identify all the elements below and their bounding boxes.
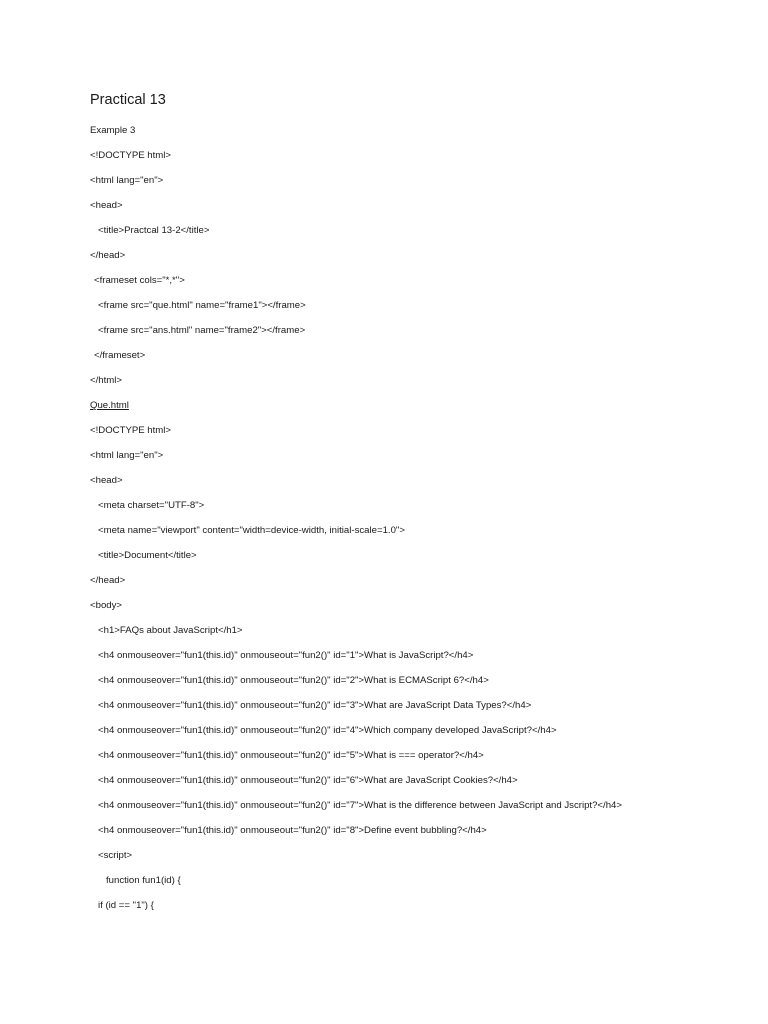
document-line: function fun1(id) { xyxy=(106,875,181,886)
document-line: Example 3 xyxy=(90,125,136,136)
document-subheading: Que.html xyxy=(90,400,129,411)
document-line: <!DOCTYPE html> xyxy=(90,150,172,161)
document-line: <h4 onmouseover="fun1(this.id)" onmouseout="fun2()" id="3">What are JavaScript Data Types?</h4> xyxy=(98,700,532,711)
document-line: <body> xyxy=(90,600,123,611)
document-line: <!DOCTYPE html> xyxy=(90,425,172,436)
document-line: <h4 onmouseover="fun1(this.id)" onmouseout="fun2()" id="2">What is ECMAScript 6?</h4> xyxy=(98,675,489,686)
document-line: <script> xyxy=(98,850,133,861)
document-line: </html> xyxy=(90,375,122,386)
document-line: <title>Document</title> xyxy=(98,550,197,561)
document-title: Practical 13 xyxy=(90,92,166,108)
document-line: <head> xyxy=(90,200,123,211)
document-line: <meta name="viewport" content="width=device-width, initial-scale=1.0"> xyxy=(98,525,405,536)
document-line: <frame src="que.html" name="frame1"></frame> xyxy=(98,300,306,311)
document-line: <head> xyxy=(90,475,123,486)
document-line: <h4 onmouseover="fun1(this.id)" onmouseout="fun2()" id="7">What is the difference between JavaScript and Jscript?</h4> xyxy=(98,800,622,811)
document-line: <html lang="en"> xyxy=(90,175,164,186)
document-line: <h4 onmouseover="fun1(this.id)" onmouseout="fun2()" id="5">What is === operator?</h4> xyxy=(98,750,484,761)
document-line: <h4 onmouseover="fun1(this.id)" onmouseout="fun2()" id="4">Which company developed JavaScript?</h4> xyxy=(98,725,557,736)
document-body xyxy=(90,124,750,924)
document-line: <html lang="en"> xyxy=(90,450,164,461)
document-line: </head> xyxy=(90,250,126,261)
document-line: <frame src="ans.html" name="frame2"></frame> xyxy=(98,325,306,336)
document-line: <h1>FAQs about JavaScript</h1> xyxy=(98,625,243,636)
document-line: if (id == "1") { xyxy=(98,900,154,911)
document-line: <frameset cols="*,*"> xyxy=(94,275,185,286)
document-line: <title>Practcal 13-2</title> xyxy=(98,225,210,236)
document-line: </frameset> xyxy=(94,350,146,361)
document-line: <meta charset="UTF-8"> xyxy=(98,500,205,511)
document-line: <h4 onmouseover="fun1(this.id)" onmouseout="fun2()" id="6">What are JavaScript Cookies?</h4> xyxy=(98,775,518,786)
document-line: <h4 onmouseover="fun1(this.id)" onmouseout="fun2()" id="8">Define event bubbling?</h4> xyxy=(98,825,487,836)
document-line: <h4 onmouseover="fun1(this.id)" onmouseout="fun2()" id="1">What is JavaScript?</h4> xyxy=(98,650,474,661)
document-line: </head> xyxy=(90,575,126,586)
